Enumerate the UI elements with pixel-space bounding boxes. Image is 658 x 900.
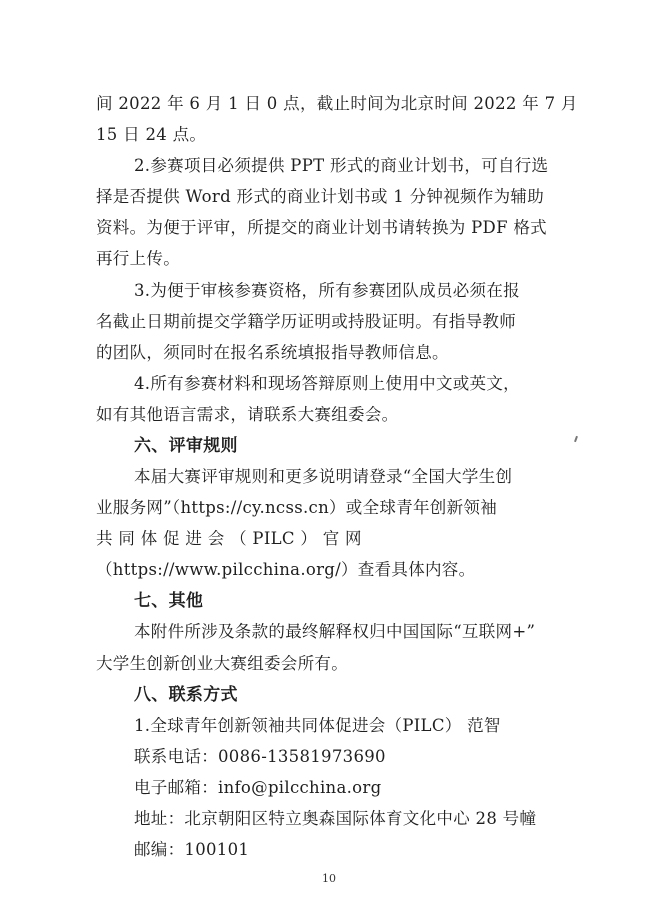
text-line: 15 日 24 点。 <box>96 125 207 145</box>
text-line: 择是否提供 Word 形式的商业计划书或 1 分钟视频作为辅助 <box>96 187 544 207</box>
text-line: 共 同 体 促 进 会 （ PILC ） 官 网 <box>96 529 362 549</box>
text-line: 本附件所涉及条款的最终解释权归中国国际“互联网+” <box>134 622 536 642</box>
text-line: 4.所有参赛材料和现场答辩原则上使用中文或英文， <box>134 373 520 393</box>
section-heading: 六、评审规则 <box>134 435 238 456</box>
contact-postcode: 邮编：100101 <box>134 840 250 859</box>
text-line: 的团队，须同时在报名系统填报指导教师信息。 <box>96 342 449 362</box>
text-line: 3.为便于审核参赛资格，所有参赛团队成员必须在报 <box>134 280 520 300</box>
section-heading: 八、联系方式 <box>134 684 238 705</box>
text-line: 2.参赛项目必须提供 PPT 形式的商业计划书，可自行选 <box>134 156 549 176</box>
text-line: 资料。为便于评审，所提交的商业计划书请转换为 PDF 格式 <box>96 218 547 238</box>
contact-email: 电子邮箱：info@pilcchina.org <box>134 777 382 797</box>
text-line: 间 2022 年 6 月 1 日 0 点，截止时间为北京时间 2022 年 7 月 <box>96 94 578 113</box>
section-heading: 七、其他 <box>134 591 204 612</box>
contact-address: 地址：北京朝阳区特立奥森国际体育文化中心 28 号幢 <box>134 808 537 828</box>
text-line: 名截止日期前提交学籍学历证明或持股证明。有指导教师 <box>96 311 516 331</box>
text-line: （https://www.pilcchina.org/）查看具体内容。 <box>96 560 476 580</box>
contact-phone: 联系电话：0086-13581973690 <box>134 746 386 766</box>
text-line: 业服务网”（https://cy.ncss.cn）或全球青年创新领袖 <box>96 498 498 518</box>
text-line: 如有其他语言需求，请联系大赛组委会。 <box>96 404 399 424</box>
text-line: 再行上传。 <box>96 249 180 269</box>
text-line: 本届大赛评审规则和更多说明请登录“全国大学生创 <box>134 467 513 486</box>
page-number: 10 <box>322 872 336 885</box>
text-line: 大学生创新创业大赛组委会所有。 <box>96 653 348 673</box>
contact-org: 1.全球青年创新领袖共同体促进会（PILC） 范智 <box>134 715 501 735</box>
